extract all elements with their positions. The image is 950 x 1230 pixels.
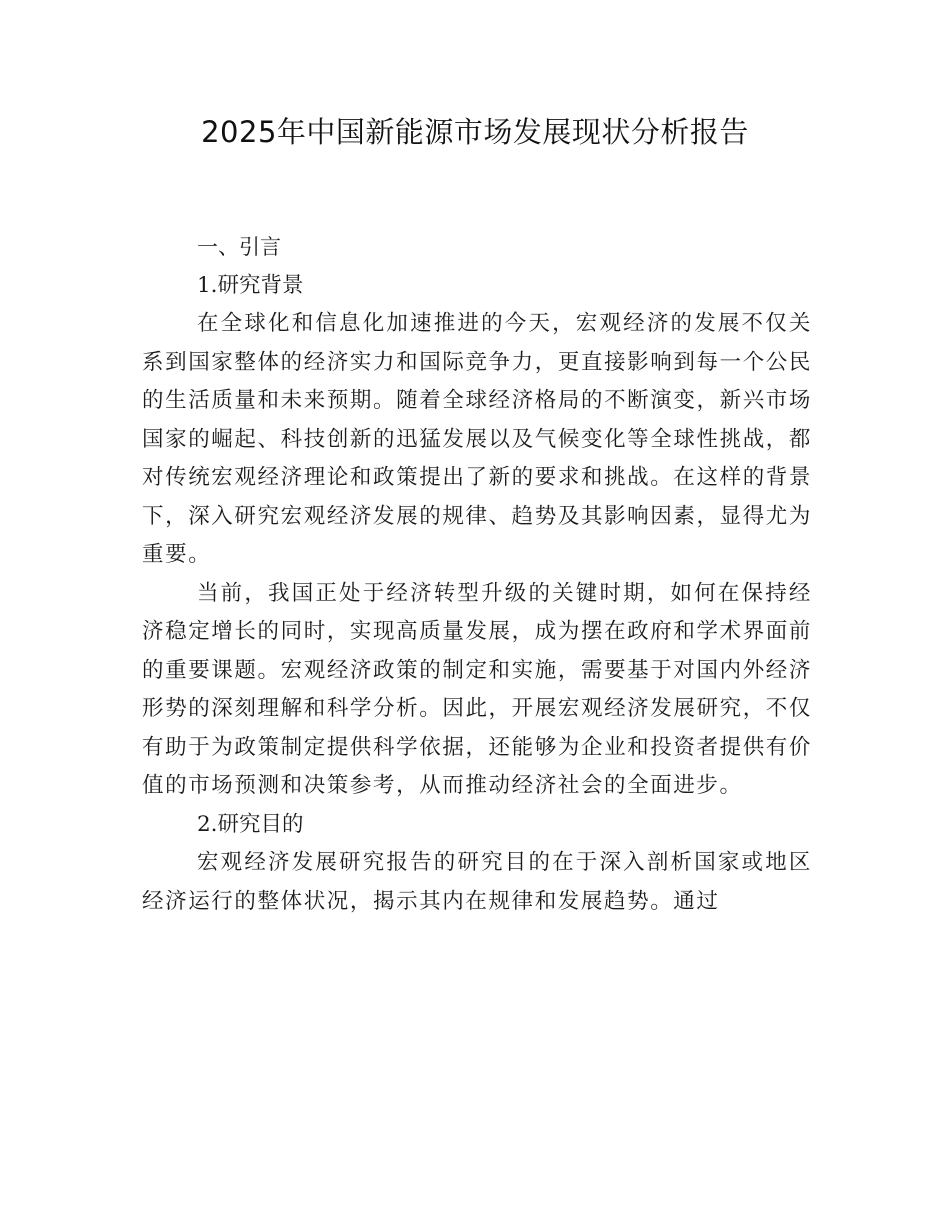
paragraph-background-2: 当前，我国正处于经济转型升级的关键时期，如何在保持经济稳定增长的同时，实现高质量发展，成为摆在政府和学术界面前的重要课题。宏观经济政策的制定和实施，需要基于对国内外经济形势的深刻理解和科学分析。因此，开展宏观经济发展研究，不仅有助于为政策制定提供科学依据，还能够为企业和投资者提供有价值的市场预测和决策参考，从而推动经济社会的全面进步。 [142, 580, 812, 798]
paragraph-background-1: 在全球化和信息化加速推进的今天，宏观经济的发展不仅关系到国家整体的经济实力和国际竞争力，更直接影响到每一个公民的生活质量和未来预期。随着全球经济格局的不断演变，新兴市场国家的崛起、科技创新的迅猛发展以及气候变化等全球性挑战，都对传统宏观经济理论和政策提出了新的要求和挑战。在这样的背景下，深入研究宏观经济发展的规律、趋势及其影响因素，显得尤为重要。 [142, 311, 812, 567]
section-heading-introduction: 一、引言 [197, 235, 281, 259]
document-body [142, 228, 812, 921]
paragraph-purpose-1: 宏观经济发展研究报告的研究目的在于深入剖析国家或地区经济运行的整体状况，揭示其内在规律和发展趋势。通过 [142, 850, 812, 914]
subsection-heading-background: 1.研究背景 [197, 272, 304, 298]
subsection-heading-purpose: 2.研究目的 [197, 811, 304, 837]
document-title: 2025年中国新能源市场发展现状分析报告 [201, 115, 749, 149]
